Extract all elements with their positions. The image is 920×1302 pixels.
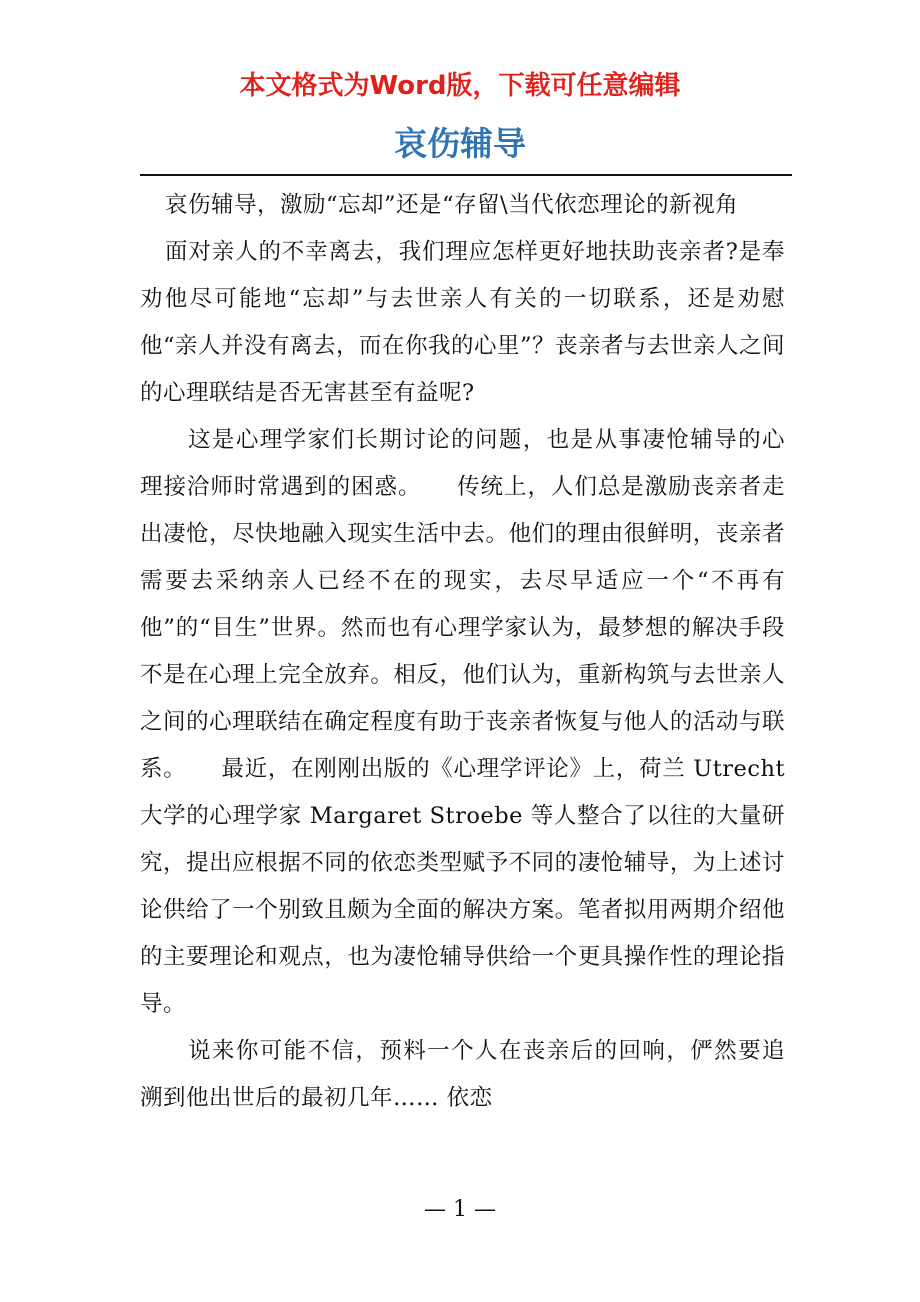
title-divider — [140, 174, 792, 176]
download-banner: 本文格式为Word版，下载可任意编辑 — [239, 71, 681, 101]
document-title: 哀伤辅导 — [394, 124, 526, 163]
paragraph-subtitle: 哀伤辅导，激励“忘却”还是“存留\当代依恋理论的新视角 — [165, 192, 739, 218]
paragraph-intro: 面对亲人的不幸离去，我们理应怎样更好地扶助丧亲者?是奉劝他尽可能地“忘却”与去世亲人有关的一切联系，还是劝慰他“亲人并没有离去，而在你我的心里”？丧亲者与去世亲人之间的心理联结是否无害甚至有益呢? — [140, 239, 786, 406]
page-number: — 1 — — [424, 1197, 496, 1222]
paragraph-closing: 说来你可能不信，预料一个人在丧亲后的回响，俨然要追溯到他出世后的最初几年…… 依恋 — [140, 1038, 785, 1111]
document-body — [140, 182, 785, 1122]
paragraph-main: 这是心理学家们长期讨论的问题，也是从事凄怆辅导的心理接洽师时常遇到的困惑。 传统上，人们总是激励丧亲者走出凄怆，尽快地融入现实生活中去。他们的理由很鲜明，丧亲者需要去采纳亲人已经不在的现实，去尽早适应一个“不再有他”的“目生”世界。然而也有心理学家认为，最梦想的解决手段不是在心理上完全放弃。相反，他们认为，重新构筑与去世亲人之间的心理联结在确定程度有助于丧亲者恢复与他人的活动与联系。 最近，在刚刚出版的《心理学评论》上，荷兰 Utrecht 大学的心理学家 Margaret Stroebe 等人整合了以往的大量研究，提出应根据不同的依恋类型赋予不同的凄怆辅导，为上述讨论供给了一个别致且颇为全面的解决方案。笔者拟用两期介绍他的主要理论和观点，也为凄怆辅导供给一个更具操作性的理论指导。 — [140, 427, 785, 1017]
